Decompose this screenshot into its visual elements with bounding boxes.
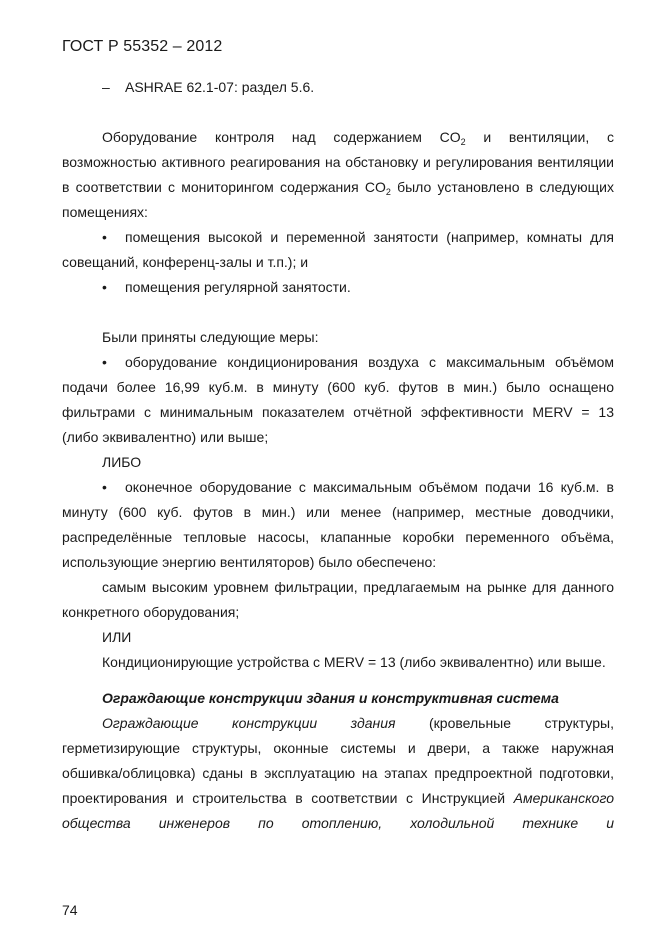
spacer <box>62 300 614 325</box>
bullet-text: помещения высокой и переменной занятости (например, комнаты для совещаний, конференц-залы и т.п.); и <box>62 229 614 270</box>
co2-text-part: и вентиляции, с возможностью активного реагирования на обстановку и регулирования вентиляции в соответствии с мониторингом содержания CO <box>62 129 614 195</box>
spacer <box>62 675 614 686</box>
italic-text: Ограждающие конструкции здания <box>102 715 396 731</box>
envelope-paragraph <box>62 711 614 836</box>
bullet-text: помещения регулярной занятости. <box>125 279 351 295</box>
co2-text-part: было установлено в следующих помещениях: <box>62 179 614 220</box>
bullet-marker: • <box>102 229 107 245</box>
bullet-item <box>62 350 614 450</box>
dash-marker: – <box>102 79 110 95</box>
merv-paragraph: Кондиционирующие устройства с MERV = 13 (либо эквивалентно) или выше. <box>102 654 606 670</box>
bullet-marker: • <box>102 279 107 295</box>
document-header: ГОСТ Р 55352 – 2012 <box>62 38 223 55</box>
bullet-text: оконечное оборудование с максимальным объёмом подачи 16 куб.м. в минуту (600 куб. футов в мин.) или менее (например, местные доводчики, распределённые тепловые насосы, клапанные коробки переменного объёма, использующие энергию вентиляторов) было обеспечено: <box>62 479 614 570</box>
bullet-marker: • <box>102 479 107 495</box>
page-number: 74 <box>62 902 78 918</box>
co2-control-paragraph <box>62 125 614 225</box>
bullet-marker: • <box>102 354 107 370</box>
subscript: 2 <box>385 187 391 197</box>
or-label: ЛИБО <box>102 454 142 470</box>
spacer <box>62 100 614 125</box>
bullet-item <box>62 275 614 300</box>
bullet-item <box>62 225 614 275</box>
bullet-item <box>62 475 614 575</box>
or-label: ИЛИ <box>102 629 132 645</box>
filtration-paragraph: самым высоким уровнем фильтрации, предлагаемым на рынке для данного конкретного оборудования; <box>62 579 614 620</box>
document-body <box>62 75 614 836</box>
envelope-text: (кровельные структуры, герметизирующие структуры, оконные системы и двери, а также наружная обшивка/облицовка) сданы в эксплуатацию на этапах предпроектной подготовки, проектирования и строительства в соответствии с Инструкцией <box>62 715 614 806</box>
dash-list-item <box>62 75 614 100</box>
subscript: 2 <box>460 137 466 147</box>
bullet-text: оборудование кондиционирования воздуха с максимальным объёмом подачи более 16,99 куб.м. в минуту (600 куб. футов в мин.) было оснащено фильтрами с минимальным показателем отчётной эффективности MERV = 13 (либо эквивалентно) или выше; <box>62 354 614 445</box>
co2-text-part: Оборудование контроля над содержанием CO <box>102 129 461 145</box>
measures-lead: Были приняты следующие меры: <box>102 329 319 345</box>
italic-text: Американского общества инженеров по отоплению, холодильной технике и <box>62 790 614 831</box>
dash-item-text: ASHRAE 62.1-07: раздел 5.6. <box>125 79 315 95</box>
section-heading: Ограждающие конструкции здания и конструктивная система <box>102 690 559 706</box>
